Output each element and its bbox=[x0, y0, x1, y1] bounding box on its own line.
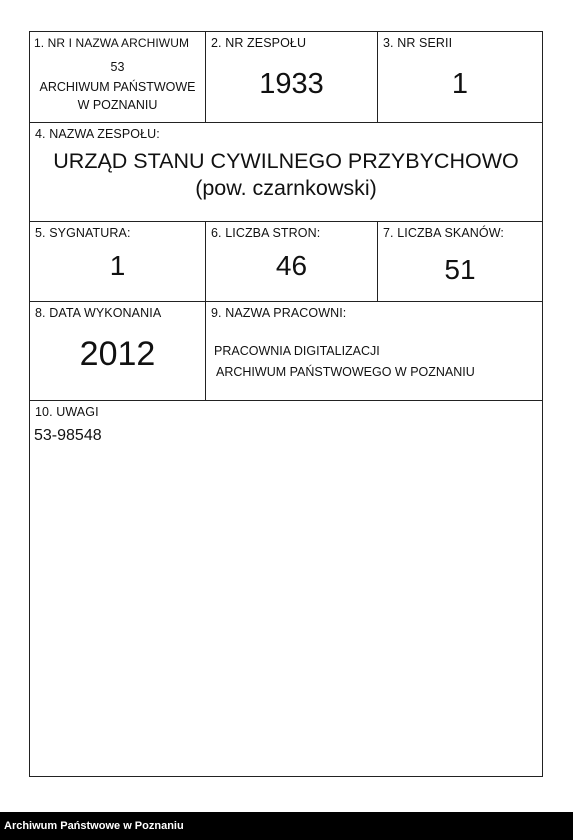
notes-label: 10. UWAGI bbox=[35, 405, 99, 419]
series-number-label: 3. NR SERII bbox=[383, 36, 453, 50]
signature-label: 5. SYGNATURA: bbox=[35, 226, 131, 240]
scans-count-label: 7. LICZBA SKANÓW: bbox=[383, 226, 504, 240]
fonds-number-label: 2. NR ZESPOŁU bbox=[211, 36, 307, 50]
signature-value: 1 bbox=[109, 250, 126, 281]
workshop-label: 9. NAZWA PRACOWNI: bbox=[211, 306, 347, 320]
fonds-name-line2: (pow. czarnkowski) bbox=[195, 176, 377, 200]
workshop-line2: ARCHIWUM PAŃSTWOWEGO W POZNANIU bbox=[216, 365, 475, 379]
workshop-line1: PRACOWNIA DIGITALIZACJI bbox=[214, 344, 380, 358]
archive-cell bbox=[29, 31, 206, 123]
notes-cell bbox=[29, 400, 543, 777]
fonds-name-label: 4. NAZWA ZESPOŁU: bbox=[35, 127, 160, 141]
scans-count-cell bbox=[377, 221, 543, 302]
date-made-cell bbox=[29, 301, 206, 401]
series-number-cell bbox=[377, 31, 543, 123]
archive-number: 53 bbox=[110, 60, 125, 74]
pages-count-label: 6. LICZBA STRON: bbox=[211, 226, 321, 240]
signature-cell bbox=[29, 221, 206, 302]
fonds-number-cell bbox=[205, 31, 378, 123]
notes-value: 53-98548 bbox=[34, 427, 102, 444]
footer-bar bbox=[0, 812, 573, 840]
archive-label: 1. NR I NAZWA ARCHIWUM bbox=[34, 36, 190, 50]
fonds-name-cell bbox=[29, 122, 543, 222]
pages-count-cell bbox=[205, 221, 378, 302]
date-made-label: 8. DATA WYKONANIA bbox=[35, 306, 162, 320]
series-number-value: 1 bbox=[451, 68, 469, 100]
archive-name-line1: ARCHIWUM PAŃSTWOWE bbox=[39, 80, 196, 94]
archive-name-line2: W POZNANIU bbox=[77, 98, 158, 112]
date-made-value: 2012 bbox=[79, 335, 156, 373]
scans-count-value: 51 bbox=[444, 254, 476, 285]
footer-text: Archiwum Państwowe w Poznaniu bbox=[4, 820, 184, 832]
workshop-cell bbox=[205, 301, 543, 401]
fonds-name-line1: URZĄD STANU CYWILNEGO PRZYBYCHOWO bbox=[53, 149, 519, 173]
fonds-number-value: 1933 bbox=[259, 68, 324, 100]
pages-count-value: 46 bbox=[275, 250, 308, 281]
metadata-card bbox=[29, 31, 543, 777]
